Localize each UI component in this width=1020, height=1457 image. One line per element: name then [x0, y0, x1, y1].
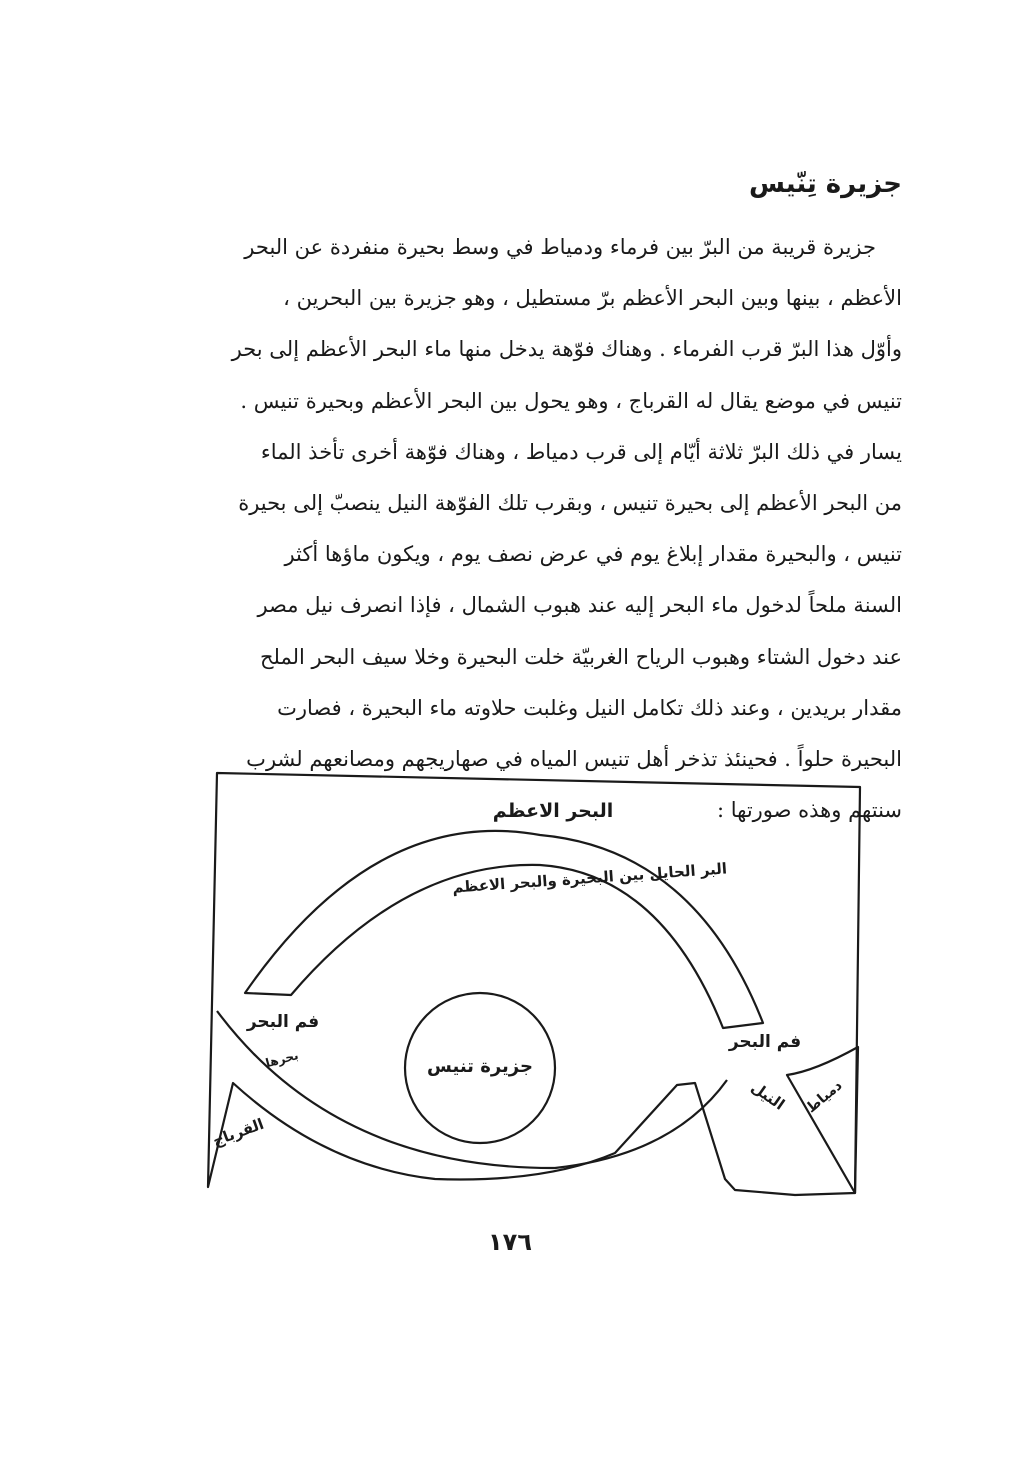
- tinnis-map: [195, 765, 875, 1205]
- damietta-wedge: [787, 1047, 858, 1193]
- body-text: [200, 222, 902, 836]
- map-drawing: [195, 765, 875, 1205]
- label-sea: البحر الاعظم: [492, 800, 614, 822]
- label-damietta: دمياط: [803, 1077, 846, 1117]
- text-line: سنتهم وهذه صورتها :: [716, 798, 902, 823]
- label-island: جزيرة تنيس: [427, 1056, 533, 1077]
- label-small-mark: بحرها: [263, 1048, 300, 1071]
- text-line: تنيس ، والبحيرة مقدار إبلاغ يوم في عرض نصف يوم ، ويكون ماؤها أكثر: [284, 542, 902, 567]
- label-land-strip: البر الحايل بين البحيرة والبحر الاعظم: [451, 859, 728, 897]
- text-line: يسار في ذلك البرّ ثلاثة أيّام إلى قرب دمياط ، وهناك فوّهة أخرى تأخذ الماء: [260, 439, 902, 464]
- text-line: الأعظم ، بينها وبين البحر الأعظم برّ مستطيل ، وهو جزيرة بين البحرين ،: [283, 286, 902, 311]
- page-number: ١٧٦: [488, 1228, 532, 1256]
- text-line: البحيرة حلواً . فحينئذ تذخر أهل تنيس المياه في صهاريجهم ومصانعهم لشرب: [246, 746, 902, 771]
- text-line: جزيرة قريبة من البرّ بين فرماء ودمياط في وسط بحيرة منفردة عن البحر: [244, 235, 876, 259]
- label-qurbaj: القرباج: [210, 1114, 267, 1150]
- text-line: مقدار بريدين ، وعند ذلك تكامل النيل وغلبت حلاوته ماء البحيرة ، فصارت: [277, 695, 902, 720]
- label-nile: النيل: [747, 1078, 788, 1114]
- land-strip: [245, 831, 763, 1028]
- text-line: تنيس في موضع يقال له القرباج ، وهو يحول بين البحر الأعظم وبحيرة تنيس .: [240, 388, 902, 413]
- label-mouth-left: فم البحر: [246, 1012, 320, 1032]
- map-frame: [208, 773, 860, 1195]
- lake-shore: [217, 1011, 727, 1168]
- text-line: عند دخول الشتاء وهبوب الرياح الغربيّة خلت البحيرة وخلا سيف البحر الملح: [259, 644, 902, 669]
- text-line: من البحر الأعظم إلى بحيرة تنيس ، وبقرب تلك الفوّهة النيل ينصبّ إلى بحيرة: [238, 490, 902, 515]
- label-mouth-right: فم البحر: [728, 1032, 802, 1052]
- page-title: جزيرة تِنّيس: [749, 169, 902, 199]
- text-line: وأوّل هذا البرّ قرب الفرماء . وهناك فوّهة يدخل منها ماء البحر الأعظم إلى بحر: [231, 337, 902, 362]
- text-line: السنة ملحاً لدخول ماء البحر إليه عند هبوب الشمال ، فإذا انصرف نيل مصر: [257, 593, 902, 618]
